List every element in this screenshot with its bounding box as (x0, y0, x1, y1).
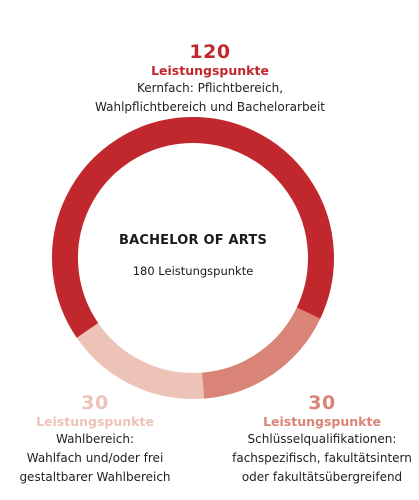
center-subtitle: 180 Leistungspunkte (132, 264, 254, 278)
label-kernfach (60, 41, 360, 117)
desc-schluessel-line: oder fakultätsübergreifend (241, 470, 403, 484)
desc-schluessel-line: Schlüsselqualifikationen: (247, 432, 397, 446)
value-kernfach: 120 (189, 41, 231, 63)
value-schluesselqualifikationen: 30 (308, 392, 336, 414)
segment-schluesselqualifikationen (203, 313, 308, 386)
unit-wahlbereich: Leistungspunkte (36, 414, 154, 429)
desc-wahlbereich-line: Wahlbereich: (55, 432, 135, 446)
desc-schluessel-line: fachspezifisch, fakultätsintern (232, 451, 412, 465)
value-wahlbereich: 30 (81, 392, 109, 414)
label-schluesselqualifikationen (232, 392, 412, 487)
desc-kernfach-line: Kernfach: Pflichtbereich, (136, 81, 284, 95)
desc-wahlbereich (0, 430, 190, 487)
desc-schluesselqualifikationen (232, 430, 412, 487)
unit-kernfach: Leistungspunkte (151, 63, 269, 78)
center-title: BACHELOR OF ARTS (118, 233, 268, 248)
unit-schluesselqualifikationen: Leistungspunkte (263, 414, 381, 429)
label-wahlbereich (0, 392, 190, 487)
desc-wahlbereich-line: Wahlfach und/oder frei (26, 451, 164, 465)
segment-wahlbereich (88, 331, 204, 387)
segment-kernfach (65, 130, 321, 330)
desc-wahlbereich-line: gestaltbarer Wahlbereich (19, 470, 171, 484)
desc-kernfach-line: Wahlpflichtbereich und Bachelorarbeit (95, 100, 325, 114)
desc-kernfach (60, 79, 360, 117)
